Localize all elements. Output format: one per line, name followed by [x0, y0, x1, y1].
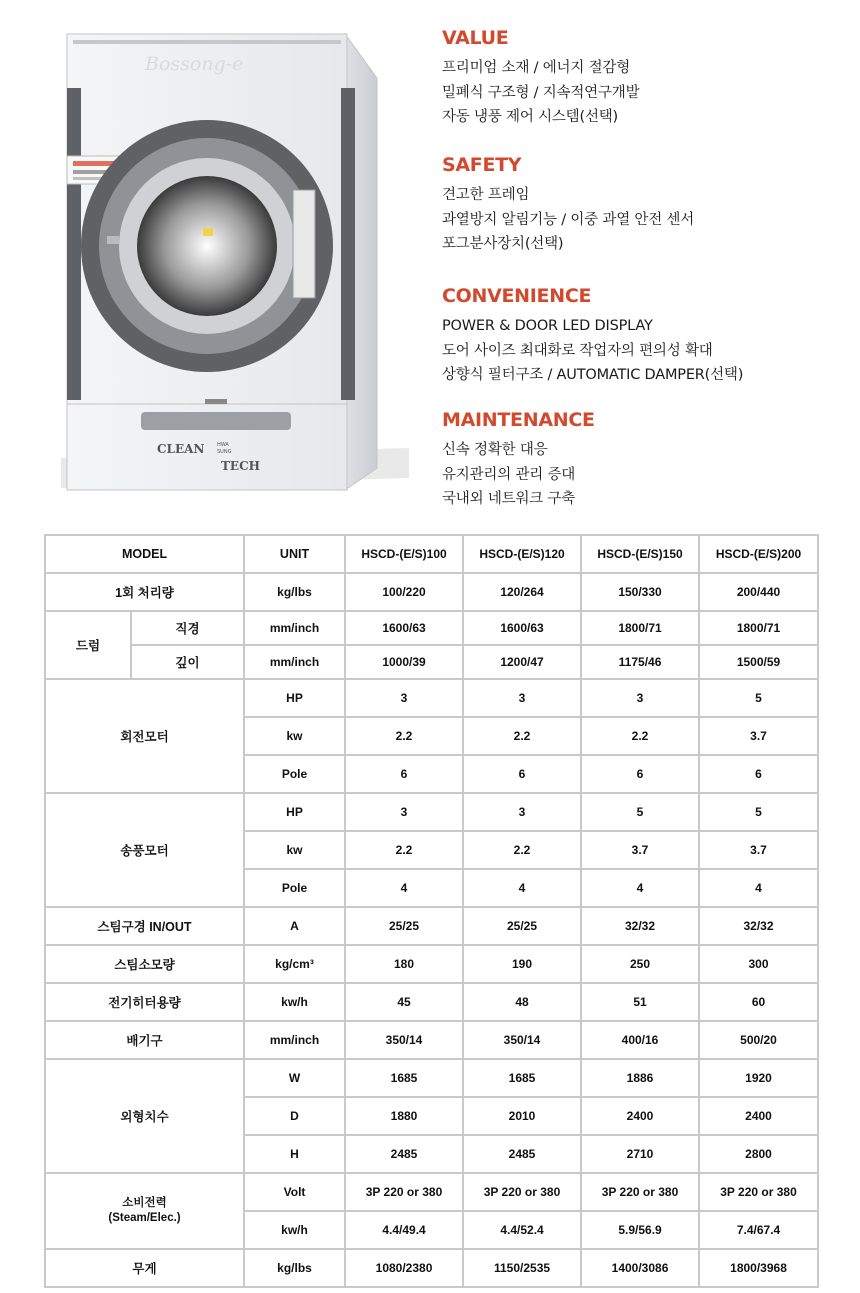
header-model-name: HSCD-(E/S)200	[699, 535, 818, 573]
cell: 6	[463, 755, 581, 793]
feature-item: 밀폐식 구조형 / 지속적연구개발	[442, 84, 640, 101]
cell: 1150/2535	[463, 1249, 581, 1287]
cell: 4	[699, 869, 818, 907]
row-sublabel: 깊이	[131, 645, 244, 679]
cell: 4.4/52.4	[463, 1211, 581, 1249]
cell: 1175/46	[581, 645, 699, 679]
row-label: 스팀소모량	[45, 945, 244, 983]
cell: 250	[581, 945, 699, 983]
panel-logo-small2: SUNG	[217, 449, 232, 455]
cell: 1886	[581, 1059, 699, 1097]
feature-item: 유지관리의 관리 증대	[442, 466, 576, 483]
cell: 2010	[463, 1097, 581, 1135]
table-row	[45, 1249, 818, 1287]
table-row	[45, 1059, 818, 1097]
cell: 5	[699, 793, 818, 831]
feature-item: 포그분사장치(선택)	[442, 236, 564, 252]
spec-table	[44, 534, 819, 1288]
cell: 1920	[699, 1059, 818, 1097]
row-label: 스팀구경 IN/OUT	[45, 907, 244, 945]
cell: 2800	[699, 1135, 818, 1173]
cell: 1685	[345, 1059, 463, 1097]
table-row	[45, 573, 818, 611]
cell: 5	[581, 793, 699, 831]
row-unit: HP	[244, 793, 345, 831]
header-unit: UNIT	[244, 535, 345, 573]
cell: 6	[345, 755, 463, 793]
cell: 32/32	[699, 907, 818, 945]
row-label: 송풍모터	[45, 793, 244, 907]
feature-title: MAINTENANCE	[442, 409, 595, 431]
feature-safety	[442, 153, 694, 257]
feature-title: SAFETY	[442, 154, 522, 176]
cell: 2400	[581, 1097, 699, 1135]
feature-item: POWER & DOOR LED DISPLAY	[442, 318, 653, 334]
panel-logo-left: CLEAN	[157, 442, 205, 456]
door-hinge	[293, 190, 315, 298]
cell: 3.7	[581, 831, 699, 869]
row-unit: kg/lbs	[244, 1249, 345, 1287]
cell: 6	[699, 755, 818, 793]
cell: 5	[699, 679, 818, 717]
cell: 500/20	[699, 1021, 818, 1059]
feature-item: 상향식 필터구조 / AUTOMATIC DAMPER(선택)	[442, 367, 744, 383]
row-unit: kw/h	[244, 983, 345, 1021]
cell: 1400/3086	[581, 1249, 699, 1287]
cell: 180	[345, 945, 463, 983]
cell: 1800/71	[581, 611, 699, 645]
cell: 350/14	[345, 1021, 463, 1059]
row-unit: W	[244, 1059, 345, 1097]
cell: 400/16	[581, 1021, 699, 1059]
row-sublabel: (Steam/Elec.)	[108, 1212, 181, 1224]
cell: 2.2	[345, 717, 463, 755]
cell: 25/25	[463, 907, 581, 945]
table-row	[45, 679, 818, 717]
table-row	[45, 945, 818, 983]
table-row	[45, 1173, 818, 1211]
row-label: 소비전력	[122, 1197, 167, 1209]
cell: 1600/63	[345, 611, 463, 645]
row-unit: kg/lbs	[244, 573, 345, 611]
row-unit: H	[244, 1135, 345, 1173]
row-unit: mm/inch	[244, 611, 345, 645]
cell: 2.2	[463, 831, 581, 869]
row-unit: D	[244, 1097, 345, 1135]
cell: 120/264	[463, 573, 581, 611]
cell: 1685	[463, 1059, 581, 1097]
row-label: 전기히터용량	[45, 983, 244, 1021]
feature-item: 과열방지 알림기능 / 이중 과열 안전 센서	[442, 211, 695, 228]
cell: 1800/3968	[699, 1249, 818, 1287]
cell: 45	[345, 983, 463, 1021]
cell: 3	[345, 793, 463, 831]
cell: 3	[463, 793, 581, 831]
header-model-name: HSCD-(E/S)120	[463, 535, 581, 573]
cell: 4	[345, 869, 463, 907]
row-label: 드럼	[45, 611, 131, 679]
feature-title: CONVENIENCE	[442, 285, 592, 307]
cell: 100/220	[345, 573, 463, 611]
row-unit: kw	[244, 717, 345, 755]
row-unit: A	[244, 907, 345, 945]
cell: 300	[699, 945, 818, 983]
cell: 60	[699, 983, 818, 1021]
cell: 2.2	[463, 717, 581, 755]
feature-value	[442, 26, 639, 130]
cell: 4	[463, 869, 581, 907]
row-label: 배기구	[45, 1021, 244, 1059]
cell: 200/440	[699, 573, 818, 611]
cell: 150/330	[581, 573, 699, 611]
cell: 4	[581, 869, 699, 907]
row-unit: HP	[244, 679, 345, 717]
cell: 25/25	[345, 907, 463, 945]
feature-maintenance	[442, 408, 595, 512]
feature-item: 견고한 프레임	[442, 187, 530, 203]
drum-window	[137, 176, 277, 316]
cell: 1800/71	[699, 611, 818, 645]
row-unit: Volt	[244, 1173, 345, 1211]
header-model-name: HSCD-(E/S)100	[345, 535, 463, 573]
cell: 1500/59	[699, 645, 818, 679]
table-row	[45, 1021, 818, 1059]
row-label: 회전모터	[45, 679, 244, 793]
cell: 6	[581, 755, 699, 793]
feature-item: 자동 냉풍 제어 시스템(선택)	[442, 109, 619, 125]
feature-item: 프리미엄 소재 / 에너지 절감형	[442, 60, 631, 76]
row-label: 외형치수	[45, 1059, 244, 1173]
row-unit: kg/cm³	[244, 945, 345, 983]
cell: 1200/47	[463, 645, 581, 679]
cell: 3P 220 or 380	[345, 1173, 463, 1211]
row-label: 무게	[45, 1249, 244, 1287]
cell: 2485	[463, 1135, 581, 1173]
row-unit: mm/inch	[244, 645, 345, 679]
cell: 5.9/56.9	[581, 1211, 699, 1249]
row-unit: Pole	[244, 869, 345, 907]
table-row	[45, 793, 818, 831]
cell: 2485	[345, 1135, 463, 1173]
header-model: MODEL	[45, 535, 244, 573]
product-photo	[55, 28, 415, 498]
table-row	[45, 983, 818, 1021]
header-model-name: HSCD-(E/S)150	[581, 535, 699, 573]
cell: 3	[345, 679, 463, 717]
cell: 1000/39	[345, 645, 463, 679]
feature-title: VALUE	[442, 27, 509, 49]
machine-logo: Bossong-e	[145, 53, 244, 75]
row-unit: kw	[244, 831, 345, 869]
cell: 3.7	[699, 717, 818, 755]
cell: 3.7	[699, 831, 818, 869]
table-row	[45, 907, 818, 945]
cell: 1080/2380	[345, 1249, 463, 1287]
cell: 350/14	[463, 1021, 581, 1059]
cell: 2.2	[581, 717, 699, 755]
cell: 2.2	[345, 831, 463, 869]
cell: 2400	[699, 1097, 818, 1135]
row-label: 1회 처리량	[45, 573, 244, 611]
filter-slot	[141, 412, 291, 430]
cell: 7.4/67.4	[699, 1211, 818, 1249]
cell: 1600/63	[463, 611, 581, 645]
feature-item: 도어 사이즈 최대화로 작업자의 편의성 확대	[442, 342, 713, 359]
cell: 51	[581, 983, 699, 1021]
table-row	[45, 645, 818, 679]
row-unit: kw/h	[244, 1211, 345, 1249]
table-header-row	[45, 535, 818, 573]
cell: 190	[463, 945, 581, 983]
row-label-power	[45, 1173, 244, 1249]
row-unit: Pole	[244, 755, 345, 793]
cell: 1880	[345, 1097, 463, 1135]
row-sublabel: 직경	[131, 611, 244, 645]
cell: 3P 220 or 380	[699, 1173, 818, 1211]
cell: 32/32	[581, 907, 699, 945]
cell: 3P 220 or 380	[581, 1173, 699, 1211]
panel-logo-right: TECH	[221, 459, 260, 473]
cell: 3P 220 or 380	[463, 1173, 581, 1211]
feature-convenience	[442, 284, 743, 388]
cell: 4.4/49.4	[345, 1211, 463, 1249]
panel-logo-small1: HWA	[217, 442, 229, 448]
cell: 3	[581, 679, 699, 717]
table-row	[45, 611, 818, 645]
cell: 3	[463, 679, 581, 717]
dryer-illustration	[55, 28, 415, 498]
row-unit: mm/inch	[244, 1021, 345, 1059]
feature-item: 국내외 네트워크 구축	[442, 491, 576, 507]
cell: 48	[463, 983, 581, 1021]
feature-item: 신속 정확한 대응	[442, 442, 548, 458]
cell: 2710	[581, 1135, 699, 1173]
